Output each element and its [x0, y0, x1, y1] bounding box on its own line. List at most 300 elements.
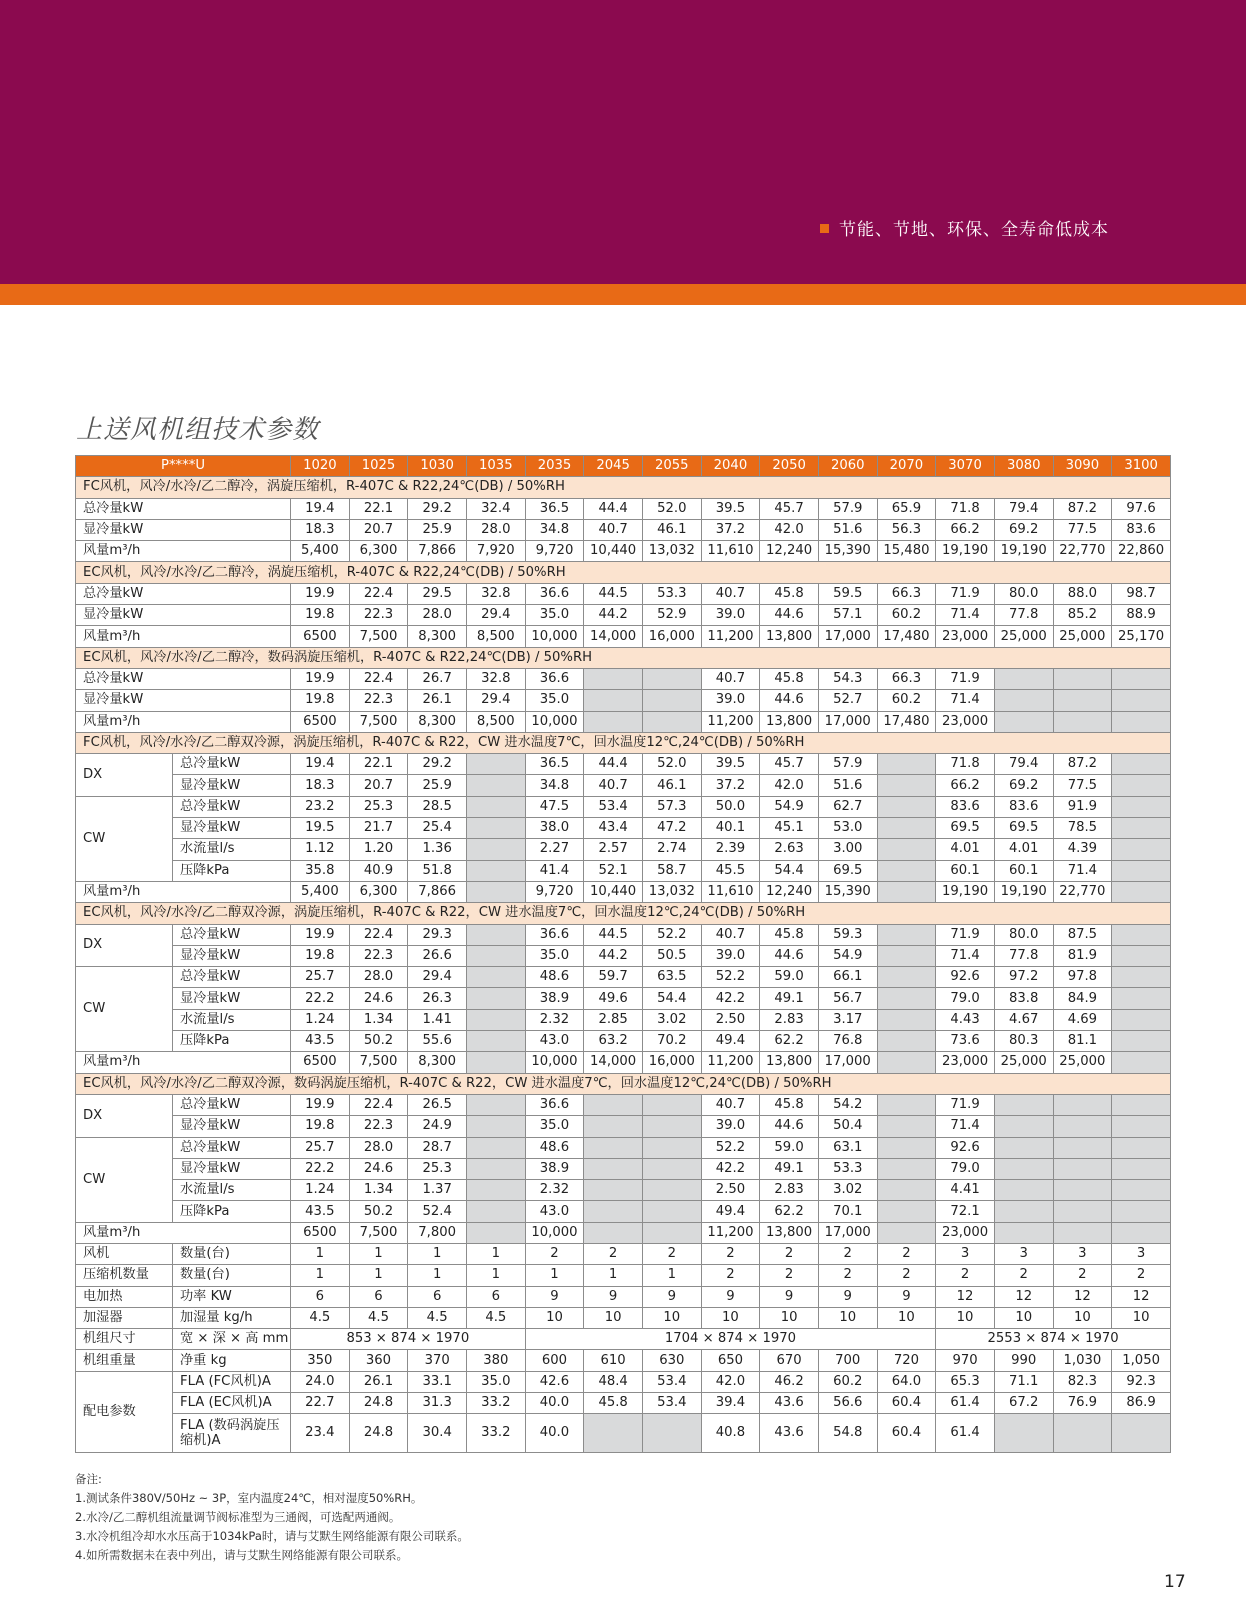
value-cell: 6: [349, 1286, 408, 1307]
value-cell: 2.63: [760, 839, 819, 860]
value-cell: 62.2: [760, 1031, 819, 1052]
value-cell: 4.69: [1053, 1009, 1112, 1030]
table-row: [76, 775, 1171, 796]
table-row: [76, 1137, 1171, 1158]
value-cell: 52.1: [584, 860, 643, 881]
row-label: 水流量l/s: [173, 1009, 291, 1030]
value-cell: 85.2: [1053, 605, 1112, 626]
value-cell: 50.2: [349, 1201, 408, 1222]
value-cell: 57.9: [818, 754, 877, 775]
section-row: [76, 1073, 1171, 1094]
value-cell: 4.5: [466, 1307, 525, 1328]
value-cell: 19.8: [291, 945, 350, 966]
table-row: [76, 796, 1171, 817]
empty-cell: [1112, 775, 1171, 796]
row-label: 总冷量kW: [173, 924, 291, 945]
table-row: [76, 541, 1171, 562]
value-cell: 40.1: [701, 818, 760, 839]
value-cell: 11,610: [701, 541, 760, 562]
value-cell: 28.0: [408, 605, 467, 626]
value-cell: 20.7: [349, 519, 408, 540]
value-cell: 29.4: [408, 967, 467, 988]
model-header: 3100: [1112, 456, 1171, 477]
value-cell: 53.4: [642, 1371, 701, 1392]
empty-cell: [466, 839, 525, 860]
model-header: 1035: [466, 456, 525, 477]
value-cell: 80.0: [994, 924, 1053, 945]
empty-cell: [1112, 668, 1171, 689]
value-cell: 44.6: [760, 605, 819, 626]
value-cell: 40.7: [701, 583, 760, 604]
empty-cell: [1112, 818, 1171, 839]
row-label: 总冷量kW: [76, 668, 291, 689]
value-cell: 28.0: [466, 519, 525, 540]
value-cell: 39.0: [701, 945, 760, 966]
value-cell: 13,800: [760, 1052, 819, 1073]
value-cell: 7,500: [349, 1222, 408, 1243]
empty-cell: [642, 1094, 701, 1115]
value-cell: 70.2: [642, 1031, 701, 1052]
row-sublabel: FLA (FC风机)A: [173, 1371, 291, 1392]
empty-cell: [1053, 711, 1112, 732]
table-row: [76, 860, 1171, 881]
empty-cell: [642, 1414, 701, 1453]
empty-cell: [584, 1158, 643, 1179]
value-cell: 13,800: [760, 626, 819, 647]
value-cell: 39.5: [701, 498, 760, 519]
value-cell: 54.3: [818, 668, 877, 689]
model-header: 3070: [936, 456, 995, 477]
empty-cell: [1112, 839, 1171, 860]
value-cell: 2.57: [584, 839, 643, 860]
section-title: FC风机，风冷/水冷/乙二醇冷，涡旋压缩机，R-407C & R22,24℃(DB) / 50%RH: [76, 477, 1171, 498]
value-cell: 10: [818, 1307, 877, 1328]
value-cell: 360: [349, 1350, 408, 1371]
value-cell: 77.8: [994, 605, 1053, 626]
table-row: [76, 1201, 1171, 1222]
value-cell: 1: [466, 1243, 525, 1264]
value-cell: 51.6: [818, 775, 877, 796]
value-cell: 52.4: [408, 1201, 467, 1222]
value-cell: 43.5: [291, 1201, 350, 1222]
empty-cell: [994, 1180, 1053, 1201]
value-cell: 1: [291, 1265, 350, 1286]
value-cell: 54.2: [818, 1094, 877, 1115]
value-cell: 17,000: [818, 626, 877, 647]
value-cell: 79.0: [936, 988, 995, 1009]
value-cell: 40.7: [701, 924, 760, 945]
value-cell: 45.8: [760, 668, 819, 689]
value-cell: 15,390: [818, 881, 877, 902]
value-cell: 25.3: [349, 796, 408, 817]
value-cell: 13,800: [760, 1222, 819, 1243]
value-cell: 56.3: [877, 519, 936, 540]
empty-cell: [877, 860, 936, 881]
value-cell: 1.41: [408, 1009, 467, 1030]
note-item: 2.水冷/乙二醇机组流量调节阀标准型为三通阀，可选配两通阀。: [75, 1510, 401, 1524]
value-cell: 26.6: [408, 945, 467, 966]
value-cell: 12: [1112, 1286, 1171, 1307]
value-cell: 44.4: [584, 754, 643, 775]
empty-cell: [877, 967, 936, 988]
value-cell: 3.02: [818, 1180, 877, 1201]
value-cell: 1: [525, 1265, 584, 1286]
value-cell: 35.0: [525, 605, 584, 626]
empty-cell: [877, 1222, 936, 1243]
value-cell: 43.0: [525, 1031, 584, 1052]
value-cell: 6: [291, 1286, 350, 1307]
table-row: [76, 988, 1171, 1009]
table-row: [76, 1009, 1171, 1030]
value-cell: 54.8: [818, 1414, 877, 1453]
value-cell: 60.2: [877, 605, 936, 626]
value-cell: 60.4: [877, 1393, 936, 1414]
value-cell: 23,000: [936, 1052, 995, 1073]
value-cell: 55.6: [408, 1031, 467, 1052]
table-row: [76, 1158, 1171, 1179]
value-cell: 36.5: [525, 498, 584, 519]
empty-cell: [1112, 711, 1171, 732]
value-cell: 1: [408, 1265, 467, 1286]
value-cell: 3: [1053, 1243, 1112, 1264]
value-cell: 40.7: [584, 775, 643, 796]
value-cell: 52.0: [642, 754, 701, 775]
value-cell: 22.2: [291, 988, 350, 1009]
table-row: [76, 945, 1171, 966]
value-cell: 20.7: [349, 775, 408, 796]
section-row: [76, 903, 1171, 924]
value-cell: 31.3: [408, 1393, 467, 1414]
row-label: 总冷量kW: [173, 754, 291, 775]
value-cell: 25.3: [408, 1158, 467, 1179]
table-row: [76, 1094, 1171, 1115]
value-cell: 13,032: [642, 881, 701, 902]
value-cell: 19.4: [291, 498, 350, 519]
value-cell: 630: [642, 1350, 701, 1371]
value-cell: 38.0: [525, 818, 584, 839]
value-cell: 39.0: [701, 690, 760, 711]
value-cell: 65.9: [877, 498, 936, 519]
value-cell: 10: [877, 1307, 936, 1328]
value-cell: 970: [936, 1350, 995, 1371]
value-cell: 28.5: [408, 796, 467, 817]
value-cell: 35.0: [525, 690, 584, 711]
value-cell: 38.9: [525, 1158, 584, 1179]
value-cell: 63.5: [642, 967, 701, 988]
empty-cell: [1112, 881, 1171, 902]
value-cell: 22.7: [291, 1393, 350, 1414]
value-cell: 4.01: [936, 839, 995, 860]
value-cell: 35.0: [525, 945, 584, 966]
value-cell: 82.3: [1053, 1371, 1112, 1392]
model-header: 2060: [818, 456, 877, 477]
empty-cell: [1112, 945, 1171, 966]
empty-cell: [1112, 690, 1171, 711]
row-label: 风量m³/h: [76, 881, 291, 902]
value-cell: 22.3: [349, 605, 408, 626]
empty-cell: [466, 1158, 525, 1179]
table-row: [76, 583, 1171, 604]
value-cell: 58.7: [642, 860, 701, 881]
value-cell: 28.0: [349, 967, 408, 988]
value-cell: 45.7: [760, 498, 819, 519]
value-cell: 8,300: [408, 626, 467, 647]
model-header: 3090: [1053, 456, 1112, 477]
value-cell: 88.9: [1112, 605, 1171, 626]
empty-cell: [1112, 1009, 1171, 1030]
group-label: DX: [76, 1094, 173, 1137]
row-label: 风量m³/h: [76, 711, 291, 732]
value-cell: 48.6: [525, 967, 584, 988]
page-title: 上送风机组技术参数: [76, 415, 320, 445]
value-cell: 24.8: [349, 1393, 408, 1414]
value-cell: 12,240: [760, 541, 819, 562]
value-cell: 2: [760, 1243, 819, 1264]
row-label: 总冷量kW: [173, 967, 291, 988]
value-cell: 76.9: [1053, 1393, 1112, 1414]
value-cell: 650: [701, 1350, 760, 1371]
empty-cell: [877, 1116, 936, 1137]
value-cell: 26.1: [349, 1371, 408, 1392]
empty-cell: [877, 881, 936, 902]
empty-cell: [466, 967, 525, 988]
empty-cell: [1112, 1180, 1171, 1201]
value-cell: 6: [408, 1286, 467, 1307]
value-cell: 53.0: [818, 818, 877, 839]
value-cell: 1: [349, 1243, 408, 1264]
value-cell: 10: [525, 1307, 584, 1328]
value-cell: 4.5: [408, 1307, 467, 1328]
value-cell: 66.3: [877, 583, 936, 604]
value-cell: 42.0: [760, 519, 819, 540]
value-cell: 9: [877, 1286, 936, 1307]
empty-cell: [466, 881, 525, 902]
value-cell: 2: [877, 1243, 936, 1264]
value-cell: 22.2: [291, 1158, 350, 1179]
value-cell: 10: [760, 1307, 819, 1328]
empty-cell: [466, 1052, 525, 1073]
empty-cell: [466, 860, 525, 881]
table-row: [76, 818, 1171, 839]
empty-cell: [466, 1031, 525, 1052]
value-cell: 35.0: [466, 1371, 525, 1392]
value-cell: 59.0: [760, 967, 819, 988]
value-cell: 24.8: [349, 1414, 408, 1453]
value-cell: 25,170: [1112, 626, 1171, 647]
value-cell: 50.4: [818, 1116, 877, 1137]
row-label: 压降kPa: [173, 1031, 291, 1052]
value-cell: 2: [877, 1265, 936, 1286]
value-cell: 2: [760, 1265, 819, 1286]
value-cell: 1: [466, 1265, 525, 1286]
value-cell: 1.34: [349, 1009, 408, 1030]
row-label: 机组重量: [76, 1350, 173, 1371]
value-cell: 19.8: [291, 1116, 350, 1137]
value-cell: 39.4: [701, 1393, 760, 1414]
empty-cell: [877, 1137, 936, 1158]
value-cell: 26.1: [408, 690, 467, 711]
value-cell: 52.2: [701, 1137, 760, 1158]
value-cell: 50.5: [642, 945, 701, 966]
value-cell: 61.4: [936, 1393, 995, 1414]
group-label: DX: [76, 924, 173, 967]
empty-cell: [466, 1094, 525, 1115]
value-cell: 25,000: [994, 626, 1053, 647]
table-row: [76, 1350, 1171, 1371]
value-cell: 990: [994, 1350, 1053, 1371]
value-cell: 22,770: [1053, 541, 1112, 562]
note-item: 1.测试条件380V/50Hz ~ 3P，室内温度24℃，相对湿度50%RH。: [75, 1491, 423, 1505]
value-cell: 4.5: [349, 1307, 408, 1328]
value-cell: 18.3: [291, 519, 350, 540]
value-cell: 19.8: [291, 605, 350, 626]
value-cell: 36.6: [525, 1094, 584, 1115]
group-label: CW: [76, 1137, 173, 1222]
empty-cell: [1053, 668, 1112, 689]
group-label: CW: [76, 967, 173, 1052]
empty-cell: [994, 1158, 1053, 1179]
value-cell: 69.5: [994, 818, 1053, 839]
empty-cell: [877, 818, 936, 839]
table-row: [76, 839, 1171, 860]
empty-cell: [584, 668, 643, 689]
section-title: EC风机，风冷/水冷/乙二醇冷，数码涡旋压缩机，R-407C & R22,24℃(DB) / 50%RH: [76, 647, 1171, 668]
value-cell: 84.9: [1053, 988, 1112, 1009]
value-cell: 66.1: [818, 967, 877, 988]
value-cell: 71.9: [936, 924, 995, 945]
value-cell: 66.2: [936, 519, 995, 540]
value-cell: 19.8: [291, 690, 350, 711]
value-cell: 13,032: [642, 541, 701, 562]
value-cell: 39.0: [701, 605, 760, 626]
empty-cell: [1112, 1158, 1171, 1179]
value-cell: 22.3: [349, 1116, 408, 1137]
value-cell: 70.1: [818, 1201, 877, 1222]
value-cell: 44.6: [760, 1116, 819, 1137]
empty-cell: [1112, 1137, 1171, 1158]
value-cell: 53.4: [584, 796, 643, 817]
empty-cell: [1053, 1414, 1112, 1453]
empty-cell: [877, 988, 936, 1009]
value-cell: 37.2: [701, 775, 760, 796]
empty-cell: [466, 988, 525, 1009]
value-cell: 50.2: [349, 1031, 408, 1052]
value-cell: 16,000: [642, 626, 701, 647]
value-cell: 71.9: [936, 583, 995, 604]
accent-stripe: [0, 284, 1246, 305]
table-header-row: [76, 456, 1171, 477]
value-cell: 11,200: [701, 711, 760, 732]
empty-cell: [642, 1158, 701, 1179]
value-cell: 41.4: [525, 860, 584, 881]
value-cell: 59.7: [584, 967, 643, 988]
value-cell: 1,050: [1112, 1350, 1171, 1371]
value-cell: 69.5: [818, 860, 877, 881]
value-cell: 71.8: [936, 498, 995, 519]
value-cell: 2.39: [701, 839, 760, 860]
section-title: EC风机，风冷/水冷/乙二醇双冷源，数码涡旋压缩机，R-407C & R22，CW 进水温度7℃，回水温度12℃,24℃(DB) / 50%RH: [76, 1073, 1171, 1094]
row-sublabel: 加湿量 kg/h: [173, 1307, 291, 1328]
row-sublabel: 数量(台): [173, 1265, 291, 1286]
table-row: [76, 1243, 1171, 1264]
section-row: [76, 732, 1171, 753]
value-cell: 600: [525, 1350, 584, 1371]
empty-cell: [877, 1009, 936, 1030]
empty-cell: [584, 1222, 643, 1243]
row-sublabel: FLA (数码涡旋压缩机)A: [173, 1414, 291, 1453]
value-cell: 26.3: [408, 988, 467, 1009]
value-cell: 8,500: [466, 626, 525, 647]
table-row: [76, 924, 1171, 945]
value-cell: 44.6: [760, 945, 819, 966]
value-cell: 48.6: [525, 1137, 584, 1158]
value-cell: 52.2: [642, 924, 701, 945]
value-cell: 25,000: [994, 1052, 1053, 1073]
value-cell: 45.8: [584, 1393, 643, 1414]
value-cell: 77.5: [1053, 775, 1112, 796]
row-label: 风量m³/h: [76, 626, 291, 647]
value-cell: 60.2: [877, 690, 936, 711]
value-cell: 51.6: [818, 519, 877, 540]
table-row: [76, 1052, 1171, 1073]
empty-cell: [584, 1137, 643, 1158]
value-cell: 6500: [291, 1222, 350, 1243]
value-cell: 16,000: [642, 1052, 701, 1073]
value-cell: 65.3: [936, 1371, 995, 1392]
value-cell: 43.0: [525, 1201, 584, 1222]
value-cell: 14,000: [584, 1052, 643, 1073]
value-cell: 5,400: [291, 541, 350, 562]
value-cell: 45.8: [760, 924, 819, 945]
value-cell: 50.0: [701, 796, 760, 817]
value-cell: 49.6: [584, 988, 643, 1009]
row-label: 显冷量kW: [173, 1116, 291, 1137]
value-cell: 34.8: [525, 775, 584, 796]
value-cell: 35.8: [291, 860, 350, 881]
value-cell: 92.6: [936, 1137, 995, 1158]
value-cell: 83.8: [994, 988, 1053, 1009]
value-cell: 39.0: [701, 1116, 760, 1137]
table-row: [76, 626, 1171, 647]
empty-cell: [466, 945, 525, 966]
value-cell: 87.2: [1053, 498, 1112, 519]
value-cell: 10,440: [584, 541, 643, 562]
value-cell: 3: [1112, 1243, 1171, 1264]
value-cell: 22.1: [349, 754, 408, 775]
value-cell: 670: [760, 1350, 819, 1371]
value-cell: 34.8: [525, 519, 584, 540]
empty-cell: [466, 1137, 525, 1158]
value-cell: 69.2: [994, 775, 1053, 796]
value-cell: 98.7: [1112, 583, 1171, 604]
value-cell: 83.6: [936, 796, 995, 817]
model-header: 2070: [877, 456, 936, 477]
value-cell: 30.4: [408, 1414, 467, 1453]
value-cell: 2: [936, 1265, 995, 1286]
row-label: 压降kPa: [173, 860, 291, 881]
value-cell: 370: [408, 1350, 467, 1371]
value-cell: 62.7: [818, 796, 877, 817]
empty-cell: [642, 690, 701, 711]
value-cell: 4.5: [291, 1307, 350, 1328]
value-cell: 11,200: [701, 1222, 760, 1243]
value-cell: 10,440: [584, 881, 643, 902]
empty-cell: [466, 775, 525, 796]
value-cell: 24.0: [291, 1371, 350, 1392]
empty-cell: [1053, 690, 1112, 711]
value-cell: 63.2: [584, 1031, 643, 1052]
value-cell: 19.9: [291, 924, 350, 945]
